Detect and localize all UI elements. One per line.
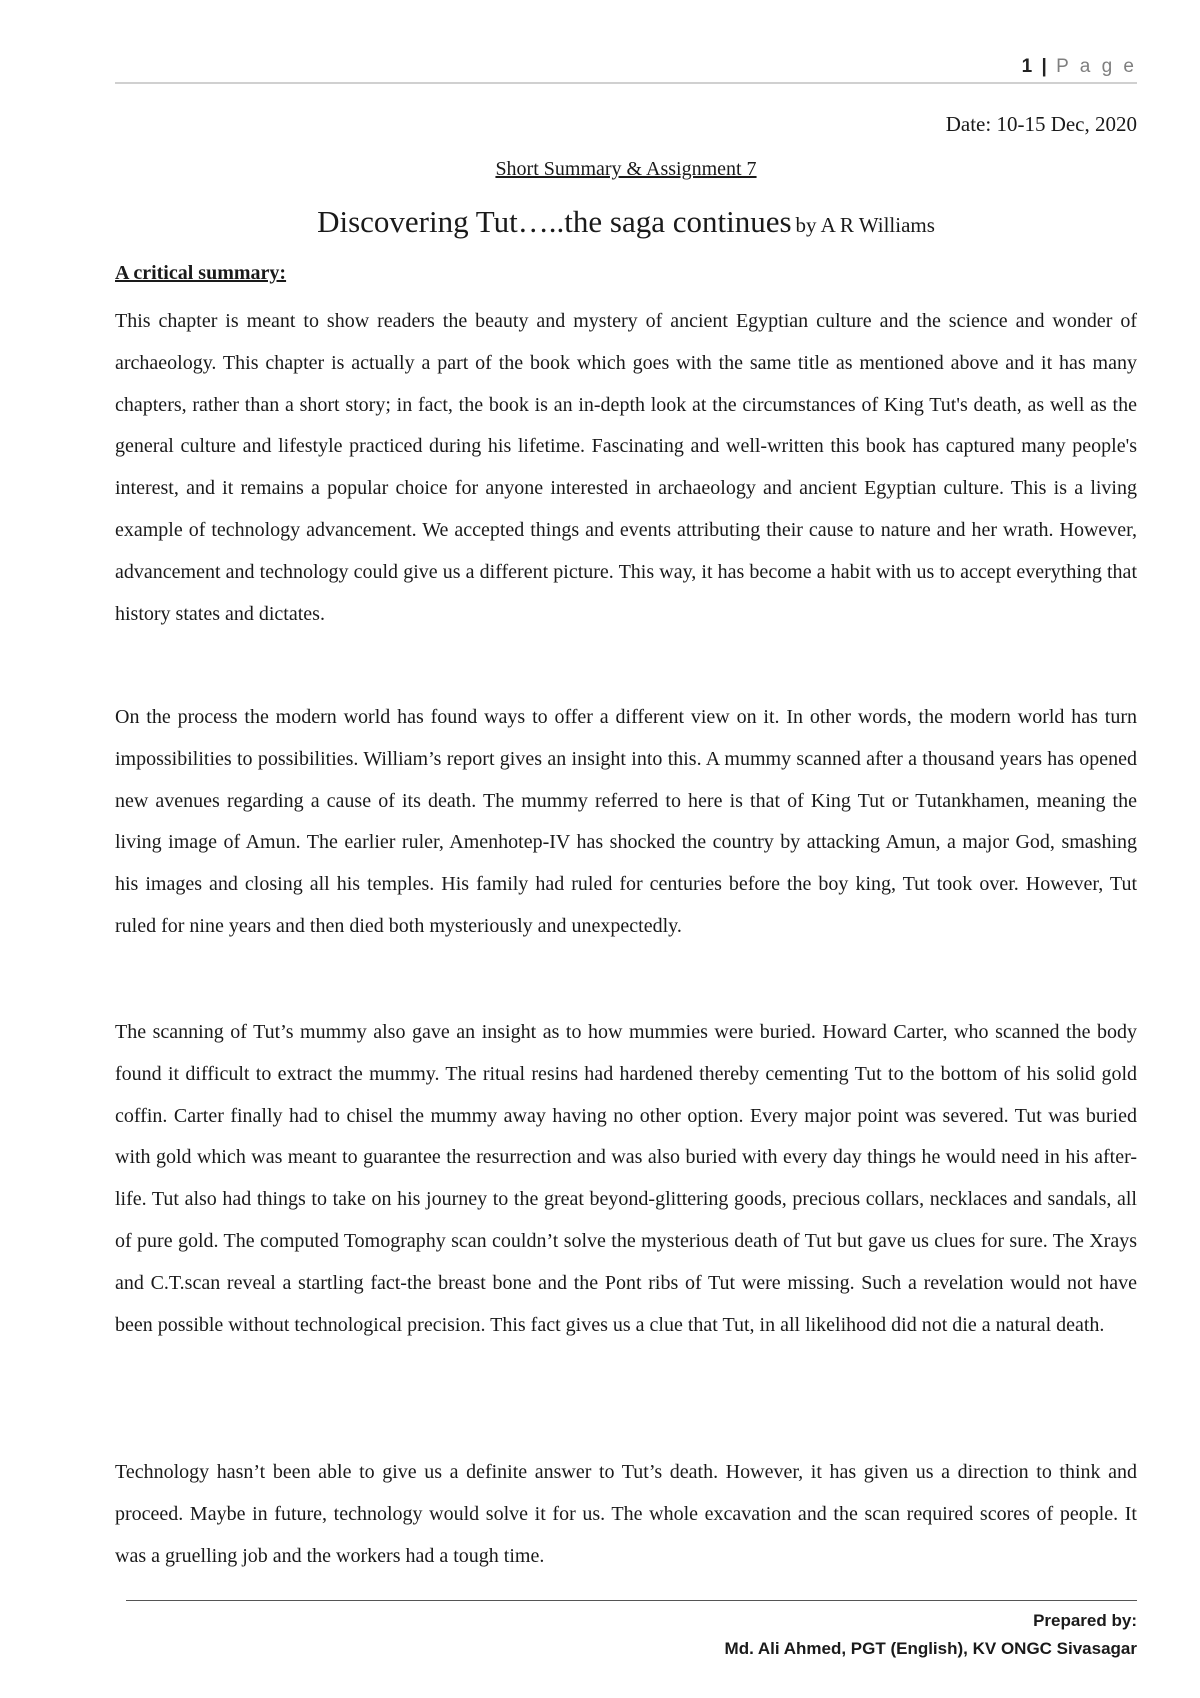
footer-author: Md. Ali Ahmed, PGT (English), KV ONGC Sivasagar bbox=[724, 1639, 1137, 1658]
footer-divider bbox=[126, 1600, 1137, 1601]
document-title bbox=[115, 204, 1137, 240]
document-subtitle bbox=[115, 158, 1137, 181]
page-footer bbox=[725, 1607, 1137, 1663]
page-number: 1 bbox=[1021, 56, 1033, 77]
paragraph-3: The scanning of Tut’s mummy also gave an insight as to how mummies were buried. Howard Carter, who scanned the body found it difficult to extract the mummy. The ritual resins had hardened thereby cementing Tut to the bottom of his solid gold coffin. Carter finally had to chisel the mummy away having no other option. Every major point was severed. Tut was buried with gold which was meant to guarantee the resurrection and was also buried with every day things he would need in his after-life. Tut also had things to take on his journey to the great beyond-glittering goods, precious collars, necklaces and sandals, all of pure gold. The computed Tomography scan couldn’t solve the mysterious death of Tut but gave us clues for sure. The Xrays and C.T.scan reveal a startling fact-the breast bone and the Pont ribs of Tut were missing. Such a revelation would not have been possible without technological precision. This fact gives us a clue that Tut, in all likelihood did not die a natural death. bbox=[115, 1021, 1137, 1336]
footer-prepared-by: Prepared by: bbox=[1033, 1611, 1137, 1630]
paragraph-4: Technology hasn’t been able to give us a definite answer to Tut’s death. However, it has given us a direction to think and proceed. Maybe in future, technology would solve it for us. The whole excavation and the scan required scores of people. It was a gruelling job and the workers had a tough time. bbox=[115, 1461, 1137, 1567]
header-separator: | bbox=[1041, 56, 1047, 77]
paragraph-2: On the process the modern world has found ways to offer a different view on it. In other words, the modern world has turn impossibilities to possibilities. William’s report gives an insight into this. A mummy scanned after a thousand years has opened new avenues regarding a cause of its death. The mummy referred to here is that of King Tut or Tutankhamen, meaning the living image of Amun. The earlier ruler, Amenhotep-IV has shocked the country by attacking Amun, a major God, smashing his images and closing all his temples. His family had ruled for centuries before the boy king, Tut took over. However, Tut ruled for nine years and then died both mysteriously and unexpectedly. bbox=[115, 706, 1137, 937]
title-main: Discovering Tut…..the saga continues bbox=[317, 204, 792, 239]
title-byline: by A R Williams bbox=[795, 213, 935, 237]
section-heading: A critical summary: bbox=[115, 262, 287, 284]
paragraph-1: This chapter is meant to show readers the beauty and mystery of ancient Egyptian culture and the science and wonder of archaeology. This chapter is actually a part of the book which goes with the same title as mentioned above and it has many chapters, rather than a short story; in fact, the book is an in-depth look at the circumstances of King Tut's death, as well as the general culture and lifestyle practiced during his lifetime. Fascinating and well-written this book has captured many people's interest, and it remains a popular choice for anyone interested in archaeology and ancient Egyptian culture. This is a living example of technology advancement. We accepted things and events attributing their cause to nature and her wrath. However, advancement and technology could give us a different picture. This way, it has become a habit with us to accept everything that history states and dictates. bbox=[115, 310, 1137, 625]
page-label: P a g e bbox=[1056, 56, 1137, 77]
subtitle-text: Short Summary & Assignment 7 bbox=[495, 158, 757, 180]
header-divider bbox=[115, 82, 1137, 84]
document-date: Date: 10-15 Dec, 2020 bbox=[945, 112, 1137, 136]
page-header bbox=[115, 56, 1137, 82]
